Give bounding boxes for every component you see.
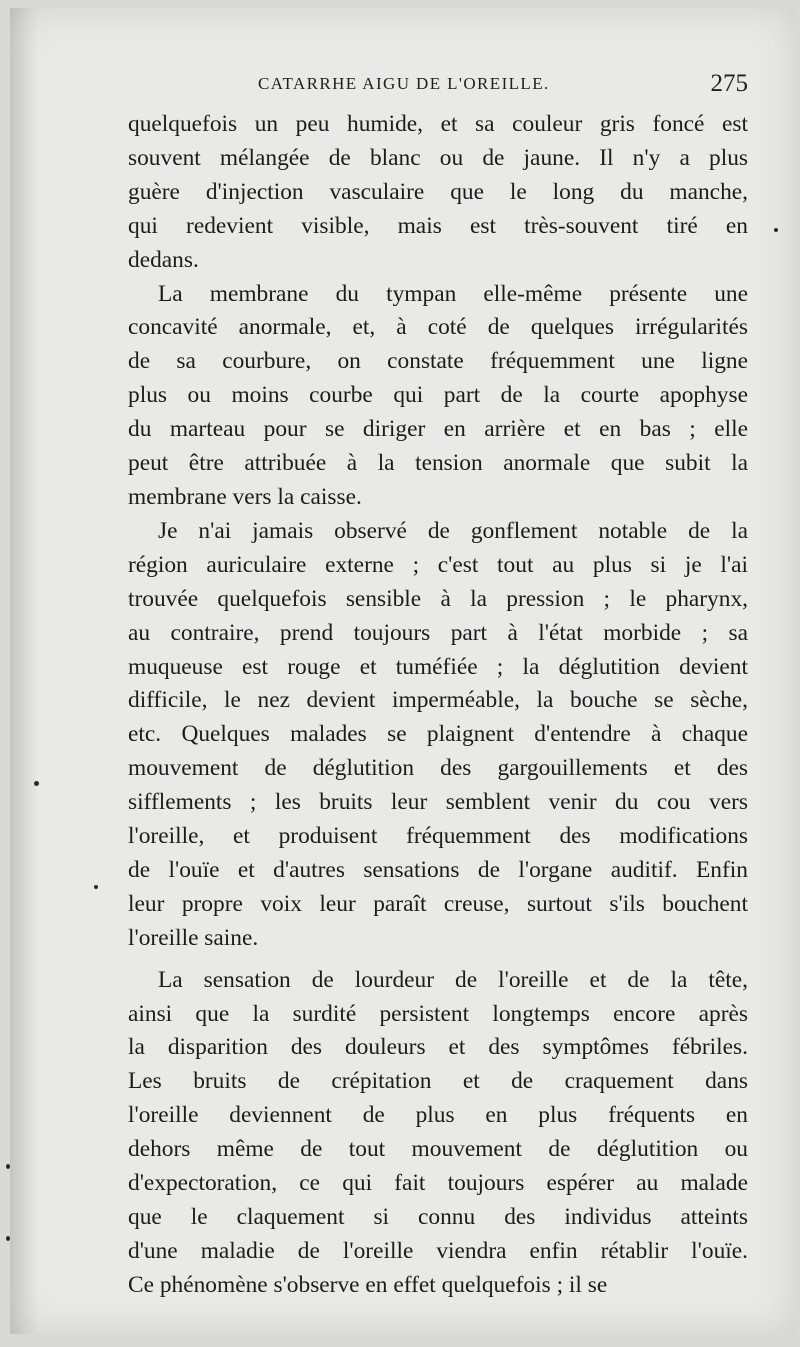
paragraph: [128, 515, 748, 956]
text-line: l'oreille, et produisent fréquemment des modifications: [128, 823, 748, 850]
text-line: au contraire, prend toujours part à l'état morbide ; sa: [128, 619, 748, 646]
text-line: etc. Quelques malades se plaignent d'entendre à chaque: [128, 721, 748, 748]
text-line: La membrane du tympan elle-même présente une: [158, 280, 748, 307]
paragraph: [128, 278, 748, 515]
body-text: [128, 108, 748, 1303]
text-line: Ce phénomène s'observe en effet quelquefois ; il se: [128, 1271, 608, 1298]
page-header: [258, 72, 748, 102]
text-line: d'une maladie de l'oreille viendra enfin rétablir l'ouïe.: [128, 1237, 748, 1264]
text-line: plus ou moins courbe qui part de la courte apophyse: [128, 382, 748, 409]
text-line: quelquefois un peu humide, et sa couleur gris foncé est: [128, 111, 748, 137]
text-line: l'oreille saine.: [128, 924, 259, 951]
text-line: mouvement de déglutition des gargouillements et des: [128, 755, 748, 782]
margin-speck: [6, 1236, 10, 1241]
text-line: concavité anormale, et, à coté de quelques irrégularités: [128, 314, 748, 341]
text-line: Les bruits de crépitation et de craquement dans: [128, 1068, 748, 1095]
text-line: guère d'injection vasculaire que le long du manche,: [128, 178, 748, 205]
text-line: difficile, le nez devient imperméable, la bouche se sèche,: [128, 687, 748, 714]
running-title: CATARRHE AIGU DE L'OREILLE.: [258, 74, 550, 93]
margin-speck: [6, 1164, 10, 1169]
text-line: de sa courbure, on constate fréquemment une ligne: [128, 348, 748, 375]
text-line: sifflements ; les bruits leur semblent venir du cou vers: [128, 789, 748, 816]
text-line: l'oreille deviennent de plus en plus fréquents en: [128, 1102, 748, 1129]
margin-speck: [34, 781, 39, 786]
text-line: ainsi que la surdité persistent longtemps encore après: [128, 1000, 748, 1027]
text-line: la disparition des douleurs et des symptômes fébriles.: [128, 1034, 748, 1061]
text-line: Je n'ai jamais observé de gonflement notable de la: [158, 517, 748, 544]
text-line: peut être attribuée à la tension anormale que subit la: [128, 450, 748, 477]
text-line: souvent mélangée de blanc ou de jaune. Il n'y a plus: [128, 144, 748, 171]
text-line: membrane vers la caisse.: [128, 483, 362, 510]
text-line: La sensation de lourdeur de l'oreille et de la tête,: [158, 966, 748, 993]
text-line: du marteau pour se diriger en arrière et en bas ; elle: [128, 416, 748, 443]
page-number: 275: [710, 70, 748, 97]
text-line: dehors même de tout mouvement de déglutition ou: [128, 1136, 748, 1163]
spine-shadow: [10, 8, 38, 1334]
margin-speck: [774, 228, 778, 232]
text-line: qui redevient visible, mais est très-souvent tiré en: [128, 212, 748, 239]
margin-speck: [94, 885, 98, 889]
text-line: région auriculaire externe ; c'est tout au plus si je l'ai: [128, 551, 748, 578]
text-line: leur propre voix leur paraît creuse, surtout s'ils bouchent: [128, 890, 748, 917]
text-line: de l'ouïe et d'autres sensations de l'organe auditif. Enfin: [128, 856, 748, 883]
paragraph: [128, 964, 748, 1303]
text-line: muqueuse est rouge et tuméfiée ; la déglutition devient: [128, 653, 748, 680]
text-line: d'expectoration, ce qui fait toujours espérer au malade: [128, 1170, 748, 1197]
text-line: dedans.: [128, 246, 199, 273]
text-line: trouvée quelquefois sensible à la pression ; le pharynx,: [128, 585, 748, 612]
paragraph: [128, 108, 748, 278]
text-line: que le claquement si connu des individus atteints: [128, 1204, 748, 1230]
